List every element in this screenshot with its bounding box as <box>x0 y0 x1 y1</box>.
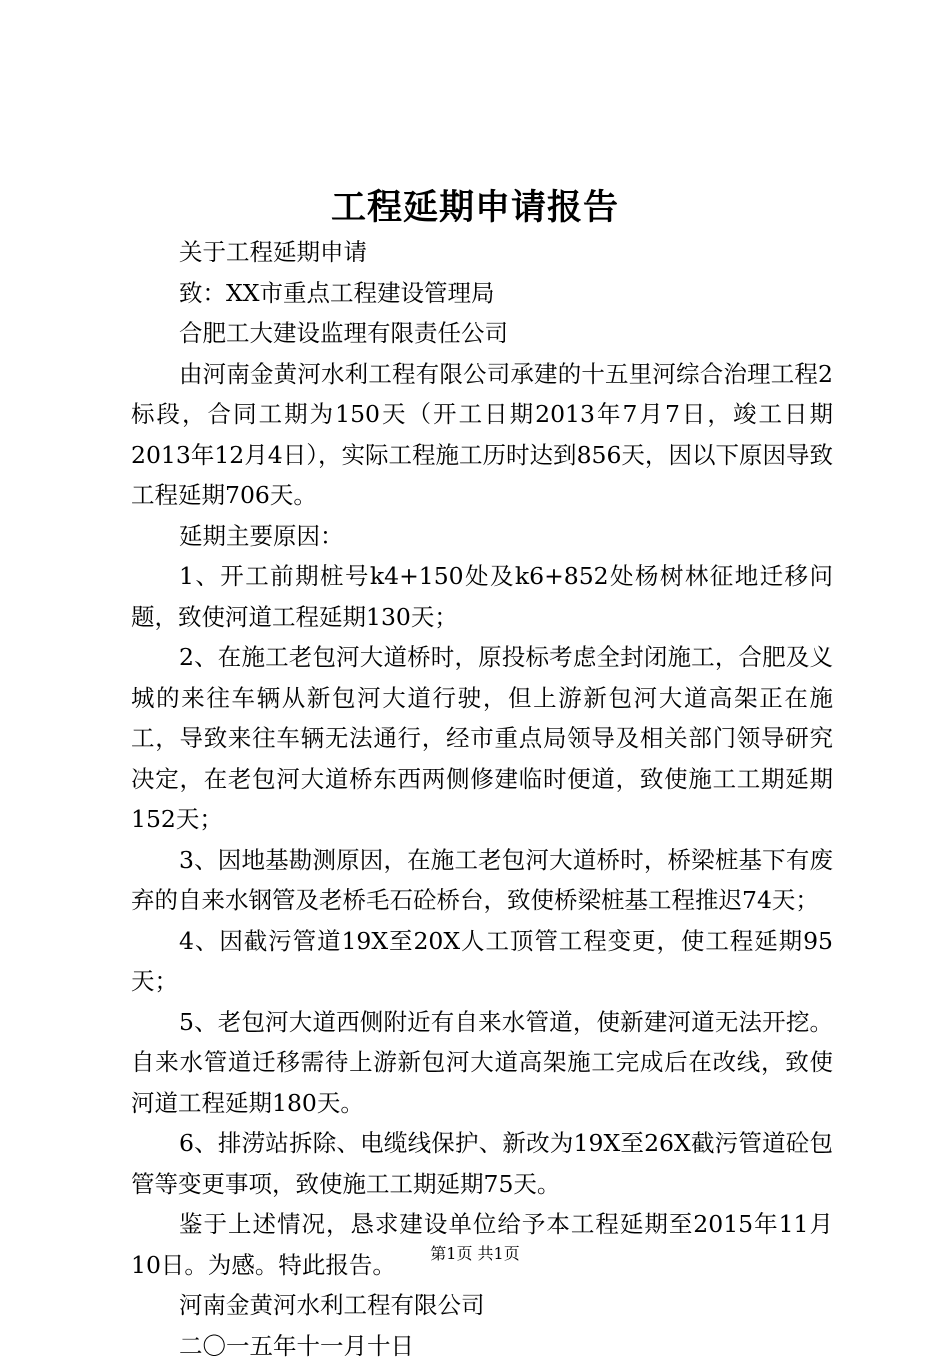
reason-item-4: 4、因截污管道19X至20X人工顶管工程变更，使工程延期95天； <box>131 921 833 1002</box>
reason-item-2: 2、在施工老包河大道桥时，原投标考虑全封闭施工，合肥及义城的来往车辆从新包河大道行驶，但上游新包河大道高架正在施工，导致来往车辆无法通行，经市重点局领导及相关部门领导研究决定，在老包河大道桥东西两侧修建临时便道，致使施工工期延期152天； <box>131 637 833 840</box>
document-title: 工程延期申请报告 <box>0 182 950 234</box>
reason-item-6: 6、排涝站拆除、电缆线保护、新改为19X至26X截污管道砼包管等变更事项，致使施工工期延期75天。 <box>131 1123 833 1204</box>
document-body <box>131 232 833 1366</box>
request-paragraph: 鉴于上述情况，恳求建设单位给予本工程延期至2015年11月10日。为感。特此报告。 <box>131 1204 833 1285</box>
reason-item-5: 5、老包河大道西侧附近有自来水管道，使新建河道无法开挖。自来水管道迁移需待上游新包河大道高架施工完成后在改线，致使河道工程延期180天。 <box>131 1002 833 1124</box>
signature-company: 河南金黄河水利工程有限公司 <box>131 1285 833 1326</box>
page-footer: 第1页 共1页 <box>0 1242 950 1266</box>
reason-item-3: 3、因地基勘测原因，在施工老包河大道桥时，桥梁桩基下有废弃的自来水钢管及老桥毛石砼桥台，致使桥梁桩基工程推迟74天； <box>131 840 833 921</box>
recipient-line: 致：XX市重点工程建设管理局 <box>131 273 833 314</box>
reasons-heading: 延期主要原因： <box>131 516 833 557</box>
subject-line: 关于工程延期申请 <box>131 232 833 273</box>
reason-item-1: 1、开工前期桩号k4+150处及k6+852处杨树林征地迁移问题，致使河道工程延期130天； <box>131 556 833 637</box>
intro-paragraph: 由河南金黄河水利工程有限公司承建的十五里河综合治理工程2标段，合同工期为150天（开工日期2013年7月7日，竣工日期2013年12月4日），实际工程施工历时达到856天，因以下原因导致工程延期706天。 <box>131 354 833 516</box>
supervisor-line: 合肥工大建设监理有限责任公司 <box>131 313 833 354</box>
signature-date: 二〇一五年十一月十日 <box>131 1326 833 1366</box>
